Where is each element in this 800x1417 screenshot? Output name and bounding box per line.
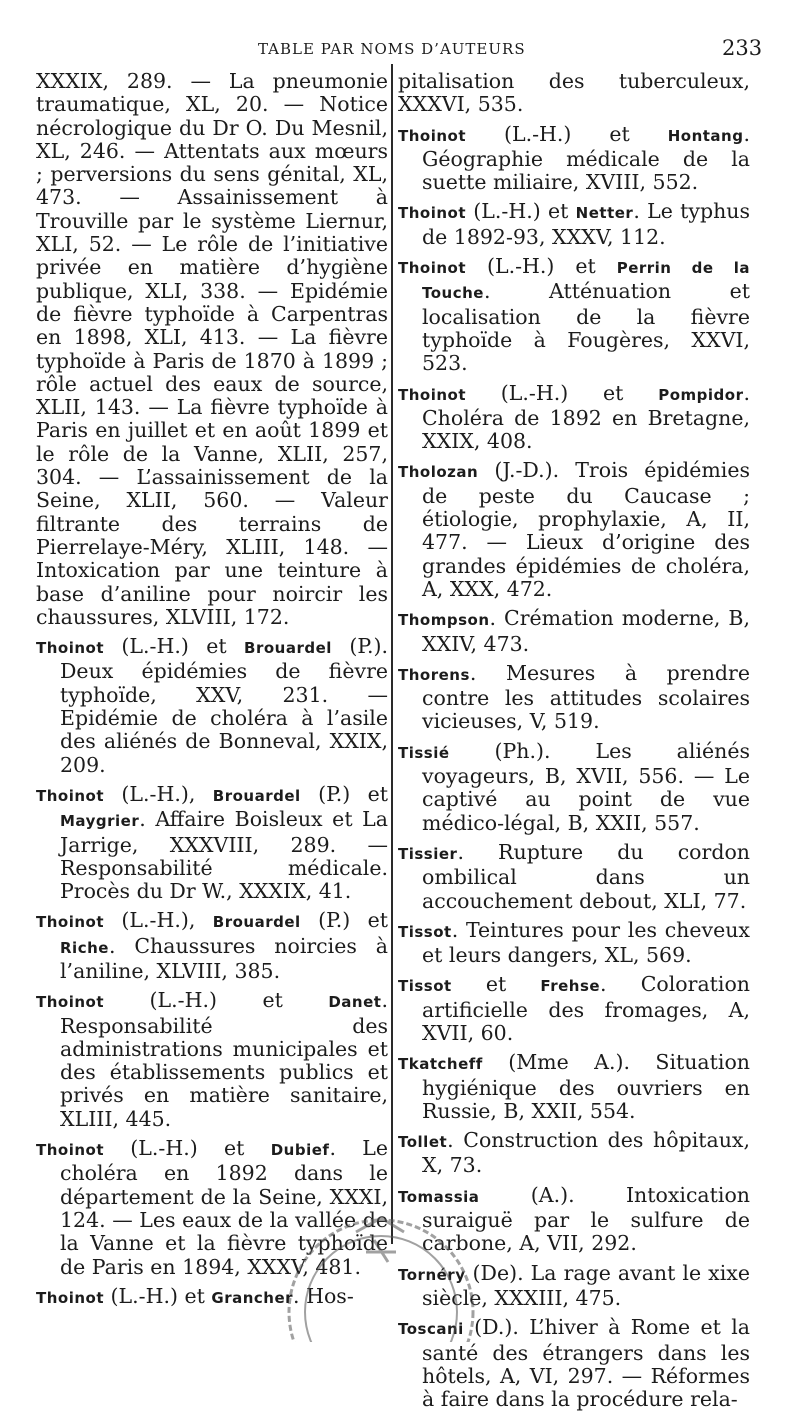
- continued-entry: [398, 70, 750, 117]
- author-entry: [398, 200, 750, 249]
- author-name: Pompidor: [658, 385, 744, 404]
- author-name: Brouardel: [212, 786, 301, 805]
- entry-text: (L.-H.) et: [104, 988, 329, 1013]
- author-name: Thorens: [398, 665, 470, 684]
- author-name: Perrin de la Touche: [422, 259, 750, 303]
- entry-text: (J.-D.). Trois épidémies de peste du Caucase ; étiologie, prophylaxie, A, II, 477. — Lieux d’origine des grandes épidémies de choléra, A, XXX, 472.: [422, 458, 750, 601]
- author-name: Thoinot: [398, 126, 467, 145]
- entry-text: . Responsabilité des administrations municipales et des établissements publics et privés en matière sanitaire, XLIII, 445.: [60, 988, 388, 1131]
- entry-text: (A.). Intoxication suraiguë par le sulfure de carbone, A, VII, 292.: [422, 1182, 750, 1256]
- author-name: Toscani: [398, 1320, 464, 1339]
- author-name: Thoinot: [36, 639, 105, 658]
- author-name: Grancher: [211, 1288, 294, 1307]
- author-name: Thoinot: [36, 993, 105, 1012]
- author-name: Tollet: [398, 1133, 448, 1152]
- author-name: Thompson: [398, 611, 490, 630]
- author-entry: [398, 255, 750, 375]
- author-name: Tholozan: [398, 463, 479, 482]
- left-column: [36, 70, 388, 1316]
- page-header: [0, 36, 800, 66]
- entry-text: . Crémation moderne, B, XXIV, 473.: [422, 606, 750, 656]
- author-entry: [398, 123, 750, 195]
- author-name: Brouardel: [244, 639, 332, 658]
- entry-text: . Chaussures noircies à l’aniline, XLVIII, 385.: [60, 933, 388, 983]
- entry-text: . Construction des hôpitaux, X, 73.: [422, 1128, 750, 1178]
- running-title: TABLE PAR NOMS D’AUTEURS: [258, 40, 526, 58]
- continued-entry: [36, 70, 388, 629]
- entry-text: (P.) et: [300, 781, 388, 806]
- author-name: Maygrier: [60, 812, 140, 831]
- author-entry: [36, 783, 388, 903]
- entry-text: . Rupture du cordon ombilical dans un accouchement debout, XLI, 77.: [422, 839, 750, 913]
- entry-text: (L.-H.) et: [466, 199, 576, 224]
- author-name: Danet: [328, 993, 382, 1012]
- entry-text: . Le choléra en 1892 dans le département de la Seine, XXXI, 124. — Les eaux de la vallée de la Vanne et la fièvre typhoïde de Paris en 1894, XXXV, 481.: [60, 1136, 388, 1279]
- author-entry: [398, 382, 750, 454]
- author-name: Thoinot: [36, 786, 105, 805]
- entry-text: (Ph.). Les aliénés voyageurs, B, XVII, 556. — Le captivé au point de vue médico-légal, B, XXII, 557.: [422, 738, 750, 835]
- entry-text: (L.-H.),: [104, 908, 213, 933]
- entry-text: . Teintures pour les cheveux et leurs dangers, XL, 569.: [422, 917, 750, 968]
- author-name: Brouardel: [212, 913, 301, 932]
- entry-text: (Mme A.). Situation hygiénique des ouvriers en Russie, B, XXII, 554.: [422, 1050, 750, 1123]
- author-entry: [36, 909, 388, 983]
- entry-text: XXXIX, 289. — La pneumonie traumatique, XL, 20. — Notice nécrologique du Dr O. Du Mesnil, XL, 246. — Attentats aux mœurs ; perversions du sens génital, XL, 473. — Assainissement à Trouville par le système Liernur, XLI, 52. — Le rôle de l’initiative privée en matière d’hygiène publique, XLI, 338. — Epidémie de fièvre typhoïde à Carpentras en 1898, XLI, 413. — La fièvre typhoïde à Paris de 1870 à 1899 ; rôle actuel des eaux de source, XLII, 143. — La fièvre typhoïde à Paris en juillet et en août 1899 et le rôle de la Vanne, XLII, 257, 304. — L’assainissement de la Seine, XLII, 560. — Valeur filtrante des terrains de Pierrelaye-Méry, XLIII, 148. — Intoxication par une teinture à base d’aniline pour noircir les chaussures, XLVIII, 172.: [36, 69, 388, 629]
- author-name: Frehse: [540, 977, 601, 996]
- entry-text: pitalisation des tuberculeux, XXXVI, 535.: [398, 69, 750, 117]
- author-name: Tissier: [398, 844, 458, 863]
- author-name: Riche: [60, 938, 109, 957]
- entry-text: . Atténuation et localisation de la fièvre typhoïde à Fougères, XXVI, 523.: [422, 279, 750, 376]
- entry-text: (P.). Deux épidémies de fièvre typhoïde, XXV, 231. — Epidémie de choléra à l’asile des aliénés de Bonneval, XXIX, 209.: [60, 634, 388, 777]
- entry-text: (L.-H.) et: [104, 634, 245, 659]
- author-entry: [398, 919, 750, 968]
- entry-text: (L.-H.) et: [466, 121, 668, 146]
- author-entry: [398, 607, 750, 656]
- author-name: Netter: [575, 204, 634, 223]
- author-name: Tissot: [398, 977, 452, 996]
- page-number: 233: [722, 36, 763, 60]
- entry-text: . Le typhus de 1892-93, XXXV, 112.: [422, 199, 750, 249]
- author-name: Thoinot: [36, 1141, 105, 1160]
- author-entry: [36, 635, 388, 777]
- entry-text: (L.-H.) et: [466, 380, 659, 405]
- author-entry: [398, 1051, 750, 1123]
- author-entry: [36, 989, 388, 1131]
- author-name: Thoinot: [36, 913, 105, 932]
- author-name: Hontang: [667, 126, 744, 145]
- author-entry: [398, 662, 750, 734]
- author-entry: [398, 459, 750, 601]
- entry-text: (P.) et: [300, 908, 388, 933]
- entry-text: et: [451, 972, 541, 997]
- author-entry: [398, 740, 750, 835]
- entry-text: . Hos-: [293, 1283, 354, 1308]
- entry-text: . Mesures à prendre contre les attitudes scolaires vicieuses, V, 519.: [422, 660, 750, 734]
- entry-text: (L.-H.) et: [104, 1136, 271, 1161]
- entry-text: (L.-H.),: [104, 781, 213, 806]
- author-name: Dubief: [270, 1141, 330, 1160]
- entry-text: (L.-H.) et: [466, 254, 617, 279]
- author-name: Tornéry: [398, 1265, 466, 1284]
- author-name: Thoinot: [398, 259, 467, 278]
- entry-text: . Affaire Boisleux et La Jarrige, XXXVIII, 289. — Responsabilité médicale. Procès du Dr W., XXXIX, 41.: [60, 807, 388, 904]
- author-name: Thoinot: [36, 1288, 105, 1307]
- author-name: Tissié: [398, 743, 450, 762]
- entry-text: (L.-H.) et: [104, 1283, 212, 1308]
- author-name: Thoinot: [398, 204, 467, 223]
- author-name: Thoinot: [398, 385, 467, 404]
- entry-text: (D.). L’hiver à Rome et la santé des étrangers dans les hôtels, A, VI, 297. — Réformes à faire dans la procédure rela-: [422, 1315, 750, 1412]
- entry-text: . Géographie médicale de la suette miliaire, XVIII, 552.: [422, 121, 750, 195]
- entry-text: (De). La rage avant le xixe siècle, XXXIII, 475.: [422, 1260, 750, 1310]
- author-name: Tissot: [398, 922, 452, 941]
- author-entry: [398, 841, 750, 913]
- library-stamp-icon: [286, 1192, 476, 1342]
- author-entry: [398, 973, 750, 1045]
- author-entry: [398, 1129, 750, 1178]
- entry-text: . Coloration artificielle des fromages, A, XVII, 60.: [422, 972, 751, 1045]
- author-name: Tkatcheff: [398, 1055, 483, 1074]
- author-name: Tomassia: [398, 1187, 480, 1206]
- column-divider: [391, 64, 393, 1244]
- entry-text: . Choléra de 1892 en Bretagne, XXIX, 408.: [422, 380, 750, 454]
